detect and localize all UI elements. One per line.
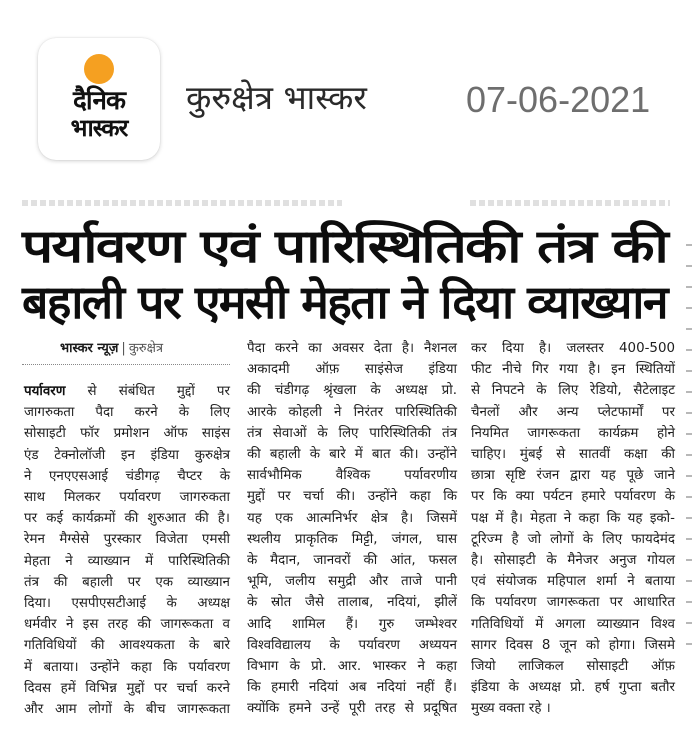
column-line: दिया। एसपीएसटीआई के अध्यक्ष [24,596,230,612]
column-line: आरके कोहली ने निरंतर पारिस्थितिकी [247,404,457,420]
column-line: चाहिए। मुंबई से सातवीं कक्षा की [471,447,675,463]
column-line: सागर दिवस 8 जून को होगा। जिसमे [471,637,675,653]
column-line: दिवस हमें विभिन्न मुद्दों पर चर्चा करने [24,680,230,696]
adjacent-article-edge [686,230,692,650]
column-line: विश्वविद्यालय के पर्यावरण अध्ययन [247,637,457,653]
column-line: मेहता ने व्याख्यान में पारिस्थितिकी [24,553,230,569]
article-column-2 [247,338,457,720]
column-line: गतिविधियों की आवश्यकता के बारे [24,638,230,654]
edition-title: कुरुक्षेत्र भास्कर [186,78,367,117]
clipping-header [0,0,694,170]
column-line: भूमि, जलीय समुद्री और ताजे पानी [247,574,457,590]
byline-separator: | [121,341,126,356]
column-line: गतिविधियों में अगला व्याख्यान विश्व [471,616,675,632]
column-line: पैदा करने का अवसर देता है। नैशनल [247,341,457,356]
column-line: ने एनएएसआई चंडीगढ़ चैप्टर के [24,468,230,484]
sun-icon [84,54,114,84]
column-line: जागरुकता पैदा करने के लिए [24,405,230,421]
column-line: मुद्दों पर चर्चा की। उन्होंने कहा कि [247,489,457,505]
column-line: यह एक आत्मनिर्भर क्षेत्र है। जिसमें [247,510,457,526]
column-line: के मैदान, जानवरों की आंत, फसल [247,553,457,569]
column-line: रेमन मैग्सेसे पुरस्कार विजेता एमसी [24,532,230,548]
headline-line-1: पर्यावरण एवं पारिस्थितिकी तंत्र की [22,219,667,273]
column-line: सोसाइटी फॉर प्रमोशन ऑफ साइंस [24,426,230,442]
column-line: तंत्र की बहाली पर एक व्याख्यान [24,574,230,590]
faded-previous-text [470,200,670,206]
column-line: नियमित जागरूकता कार्यक्रम होने [471,425,675,441]
column-line [24,381,230,402]
column-line: चैनलों और अन्य प्लेटफार्मों पर [471,404,675,420]
article-headline [22,218,672,330]
column-line: पक्ष में है। मेहता ने कहा कि यह इको- [471,510,675,526]
faded-previous-text [22,200,342,206]
article-column-3 [471,338,675,720]
logo-text-line1: दैनिक [73,86,125,116]
column-line: के स्रोत जैसे तालाब, नदियां, झीलें [247,595,457,611]
byline-place: कुरुक्षेत्र [128,341,164,356]
column-line: और आम लोगों के बीच जागरूकता [24,702,230,718]
column-line: एंड टेक्नोलॉजी इन इंडिया कुरुक्षेत्र [24,447,230,463]
line-text: से संबंधित मुद्दों पर [65,384,230,399]
column-line: विभाग के प्रो. आर. भास्कर ने कहा [247,659,457,675]
column-line: इंडिया के अध्यक्ष प्रो. हर्ष गुप्ता बतौर [471,680,675,696]
column-line: जियो लाजिकल सोसाइटी ऑफ़ [471,659,675,675]
column-line: अकादमी ऑफ़ साइंसेज इंडिया [247,362,457,378]
column-line: साथ मिलकर पर्यावरण जागरुकता [24,490,230,506]
column-line: में बताया। उन्होंने कहा कि पर्यावरण [24,659,230,675]
article-column-1 [24,381,230,720]
column-line: छात्रा सृष्टि रंजन द्वारा यह पूछे जाने [471,468,675,484]
column-line: पर कई कार्यक्रमों की शुरुआत की है। [24,511,230,527]
byline-divider [22,364,230,365]
edition-date: 07-06-2021 [466,79,651,120]
byline-agency: भास्कर न्यूज़ [60,341,119,356]
column-line: आदि शामिल हैं। गुरु जम्भेश्वर [247,616,457,632]
column-line: कि हमारी नदियां अब नदियां नहीं हैं। [247,680,457,696]
byline [60,340,163,358]
column-line: से निपटने के लिए रेडियो, सैटेलाइट [471,383,675,399]
column-line: की चंडीगढ़ श्रृंखला के अध्यक्ष प्रो. [247,383,457,399]
column-line: की बहाली के बारे में बात की। उन्होंने [247,447,457,463]
column-line: है। सोसाइटी के मैनेजर अनुज गोयल [471,553,675,569]
column-line: तंत्र सेवाओं के लिए पारिस्थितिकी तंत्र [247,425,457,441]
logo-text-line2: भास्कर [70,114,128,142]
column-line: कि पर्यावरण जागरूकता पर आधारित [471,595,675,611]
column-line: टूरिज्म है जो लोगों के लिए फायदेमंद [471,531,675,547]
column-line: एवं संयोजक महिपाल शर्मा ने बताया [471,574,675,590]
column-line: मुख्य वक्ता रहे । [471,701,551,717]
column-line: क्योंकि हमने उन्हें पूरी तरह से प्रदूषित [247,701,457,717]
column-line: सार्वभौमिक वैश्विक पर्यावरणीय [247,468,457,484]
column-line: स्थलीय प्राकृतिक मिट्टी, जंगल, घास [247,531,457,547]
column-line: फीट नीचे गिर गया है। इन स्थितियों [471,362,675,378]
headline-line-2: बहाली पर एमसी मेहता ने दिया व्याख्यान [22,275,667,329]
dainik-bhaskar-logo [38,38,160,160]
column-line: पर कि क्या पर्यटन हमारे पर्यावरण के [471,489,675,505]
lead-word: पर्यावरण [24,384,66,399]
column-line: धर्मवीर ने इस तरह की जागरूकता व [24,617,230,633]
column-line: कर दिया है। जलस्तर 400-500 [471,341,675,356]
